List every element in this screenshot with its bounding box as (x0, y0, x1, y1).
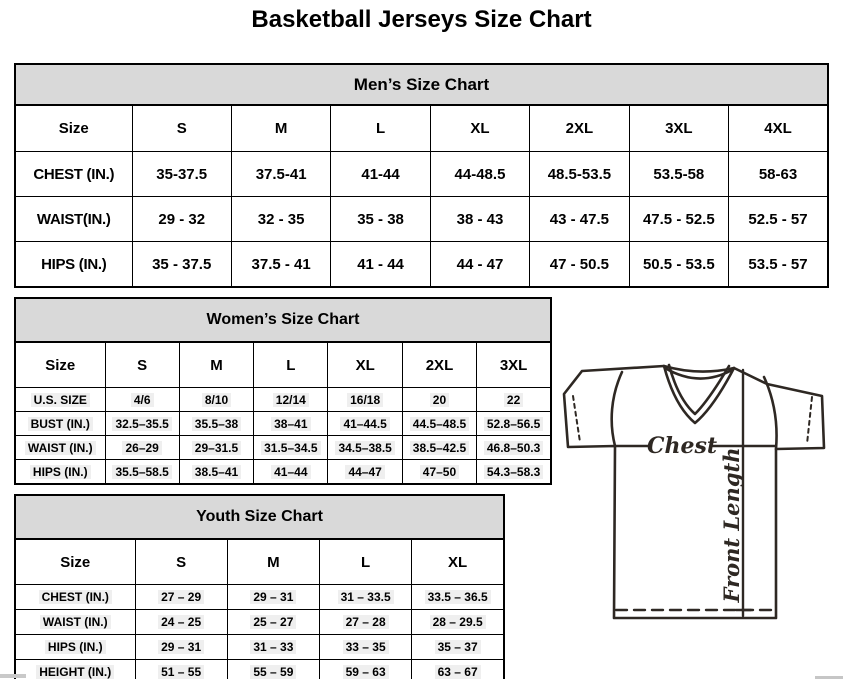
column-header: XL (430, 105, 529, 152)
table-cell: 20 (402, 388, 476, 412)
column-header: 2XL (402, 342, 476, 388)
column-header: XL (412, 539, 504, 585)
table-cell: 52.5 - 57 (729, 197, 828, 242)
size-table-mens (14, 63, 829, 288)
column-header: M (179, 342, 253, 388)
row-label: WAIST(IN.) (15, 197, 132, 242)
womens-size-table (14, 297, 552, 485)
table-cell: 35 – 37 (412, 635, 504, 660)
table-cell: 41-44 (331, 152, 430, 197)
table-cell: 24 – 25 (135, 610, 227, 635)
table-cell: 52.8–56.5 (477, 412, 551, 436)
column-header: XL (328, 342, 402, 388)
table-cell: 41–44 (254, 460, 328, 485)
collar-back-arc (664, 366, 734, 372)
table-cell: 16/18 (328, 388, 402, 412)
table-cell: 58-63 (729, 152, 828, 197)
table-cell: 47.5 - 52.5 (629, 197, 728, 242)
table-cell: 51 – 55 (135, 660, 227, 679)
table-cell: 27 – 29 (135, 585, 227, 610)
table-cell: 55 – 59 (227, 660, 319, 679)
jersey-diagram-svg (562, 360, 836, 624)
column-header: M (231, 105, 330, 152)
table-cell: 43 - 47.5 (530, 197, 629, 242)
row-label: HEIGHT (IN.) (15, 660, 135, 679)
table-row (15, 610, 504, 635)
row-label: WAIST (IN.) (15, 436, 105, 460)
table-cell: 31 – 33 (227, 635, 319, 660)
table-header-row (15, 539, 504, 585)
table-cell: 32 - 35 (231, 197, 330, 242)
table-row (15, 660, 504, 679)
table-cell: 31.5–34.5 (254, 436, 328, 460)
table-cell: 35.5–38 (179, 412, 253, 436)
table-row (15, 197, 828, 242)
table-cell: 44-48.5 (430, 152, 529, 197)
table-cell: 54.3–58.3 (477, 460, 551, 485)
table-cell: 41–44.5 (328, 412, 402, 436)
chest-label: Chest (646, 433, 718, 459)
table-cell: 37.5 - 41 (231, 242, 330, 288)
table-header-row (15, 342, 551, 388)
table-cell: 29 – 31 (227, 585, 319, 610)
table-cell: 37.5-41 (231, 152, 330, 197)
table-cell: 29–31.5 (179, 436, 253, 460)
table-cell: 47 - 50.5 (530, 242, 629, 288)
table-cell: 53.5 - 57 (729, 242, 828, 288)
horizontal-scrollbar-fragment-left[interactable] (0, 674, 26, 678)
table-cell: 44.5–48.5 (402, 412, 476, 436)
column-header: Size (15, 342, 105, 388)
table-cell: 46.8–50.3 (477, 436, 551, 460)
table-row (15, 412, 551, 436)
table-cell: 48.5-53.5 (530, 152, 629, 197)
table-cell: 27 – 28 (320, 610, 412, 635)
table-row (15, 436, 551, 460)
table-cell: 38.5–41 (179, 460, 253, 485)
table-header-row (15, 105, 828, 152)
table-row (15, 635, 504, 660)
youth-size-table (14, 494, 505, 679)
table-row (15, 460, 551, 485)
table-cell: 44–47 (328, 460, 402, 485)
column-header: S (105, 342, 179, 388)
row-label: HIPS (IN.) (15, 242, 132, 288)
table-cell: 63 – 67 (412, 660, 504, 679)
table-cell: 35-37.5 (132, 152, 231, 197)
table-cell: 38 - 43 (430, 197, 529, 242)
row-label: U.S. SIZE (15, 388, 105, 412)
column-header: 3XL (477, 342, 551, 388)
column-header: L (320, 539, 412, 585)
table-cell: 35.5–58.5 (105, 460, 179, 485)
table-cell: 29 - 32 (132, 197, 231, 242)
table-cell: 33 – 35 (320, 635, 412, 660)
column-header: L (331, 105, 430, 152)
table-cell: 32.5–35.5 (105, 412, 179, 436)
table-cell: 8/10 (179, 388, 253, 412)
column-header: 4XL (729, 105, 828, 152)
table-row (15, 388, 551, 412)
row-label: BUST (IN.) (15, 412, 105, 436)
row-label: CHEST (IN.) (15, 152, 132, 197)
table-cell: 25 – 27 (227, 610, 319, 635)
mens-size-table (14, 63, 829, 288)
column-header: S (135, 539, 227, 585)
table-cell: 41 - 44 (331, 242, 430, 288)
table-cell: 26–29 (105, 436, 179, 460)
column-header: Size (15, 539, 135, 585)
table-cell: 34.5–38.5 (328, 436, 402, 460)
table-title: Youth Size Chart (15, 495, 504, 539)
table-cell: 35 - 37.5 (132, 242, 231, 288)
table-cell: 47–50 (402, 460, 476, 485)
table-title: Women’s Size Chart (15, 298, 551, 342)
table-cell: 44 - 47 (430, 242, 529, 288)
column-header: L (254, 342, 328, 388)
table-cell: 22 (477, 388, 551, 412)
table-cell: 29 – 31 (135, 635, 227, 660)
column-header: 3XL (629, 105, 728, 152)
column-header: Size (15, 105, 132, 152)
jersey-measurement-diagram (562, 360, 836, 624)
front-length-label: Front Length (719, 447, 744, 603)
row-label: HIPS (IN.) (15, 635, 135, 660)
column-header: M (227, 539, 319, 585)
table-title: Men’s Size Chart (15, 64, 828, 105)
column-header: 2XL (530, 105, 629, 152)
table-cell: 4/6 (105, 388, 179, 412)
size-table-youth (14, 494, 505, 679)
row-label: WAIST (IN.) (15, 610, 135, 635)
size-table-womens (14, 297, 552, 485)
page-title: Basketball Jerseys Size Chart (251, 6, 592, 33)
column-header: S (132, 105, 231, 152)
row-label: HIPS (IN.) (15, 460, 105, 485)
table-cell: 35 - 38 (331, 197, 430, 242)
table-row (15, 152, 828, 197)
table-cell: 12/14 (254, 388, 328, 412)
table-cell: 59 – 63 (320, 660, 412, 679)
jersey-outline (564, 366, 824, 618)
table-cell: 38–41 (254, 412, 328, 436)
table-cell: 31 – 33.5 (320, 585, 412, 610)
table-cell: 50.5 - 53.5 (629, 242, 728, 288)
table-cell: 53.5-58 (629, 152, 728, 197)
table-row (15, 242, 828, 288)
table-cell: 28 – 29.5 (412, 610, 504, 635)
table-cell: 38.5–42.5 (402, 436, 476, 460)
table-cell: 33.5 – 36.5 (412, 585, 504, 610)
row-label: CHEST (IN.) (15, 585, 135, 610)
table-row (15, 585, 504, 610)
